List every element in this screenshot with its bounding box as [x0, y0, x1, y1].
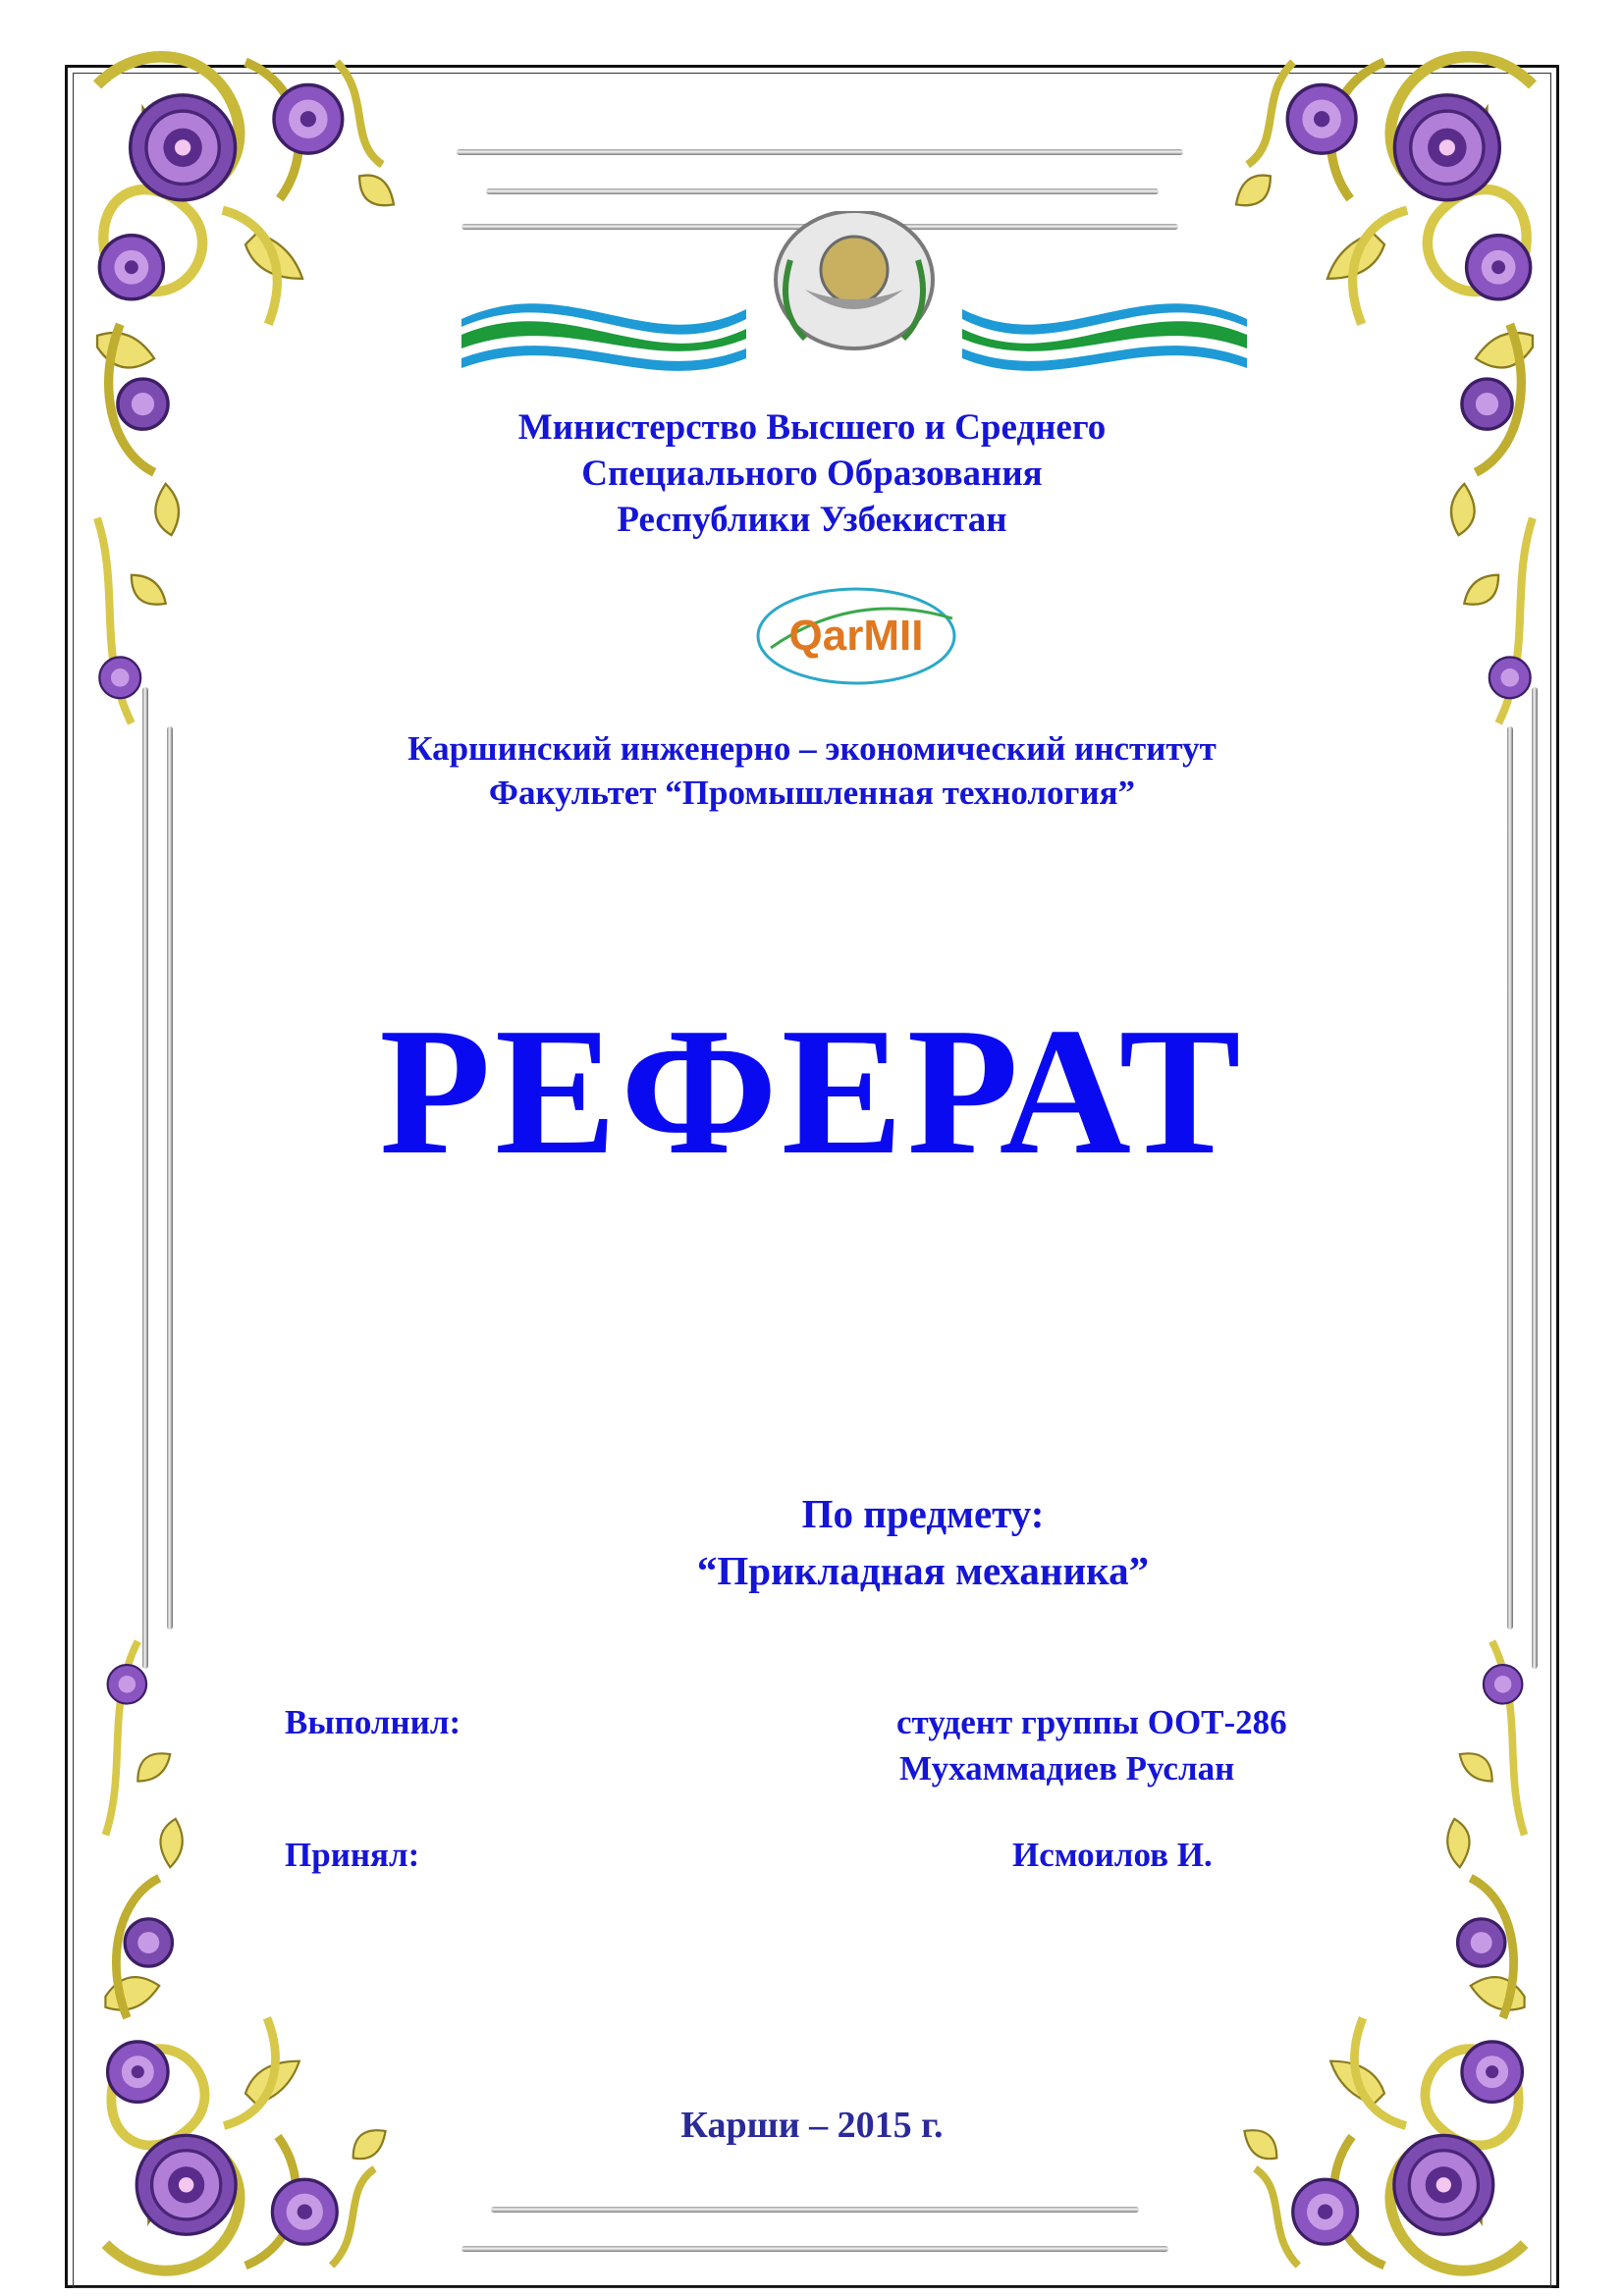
floral-ornament-top-left	[39, 39, 452, 746]
bottom-rule	[491, 2207, 1139, 2213]
floral-ornament-top-right	[1178, 39, 1591, 746]
teacher-name: Исмоилов И.	[1012, 1836, 1213, 1874]
city-year: Карши – 2015 г.	[680, 2105, 944, 2146]
ministry-line: Министерство Высшего и Среднего	[517, 407, 1107, 448]
institute-block	[0, 726, 1624, 815]
student-group: студент группы ООТ-286	[896, 1703, 1287, 1741]
ministry-line: Специального Образования	[581, 454, 1043, 494]
ministry-heading	[0, 404, 1624, 543]
subject-name: “Прикладная механика”	[696, 1548, 1150, 1593]
document-title: РЕФЕРАТ	[379, 990, 1245, 1193]
ministry-line: Республики Узбекистан	[617, 500, 1007, 540]
state-emblem-ribbon	[452, 211, 1257, 383]
performed-label: Выполнил:	[285, 1703, 461, 1741]
accepted-label: Принял:	[285, 1836, 420, 1874]
student-name: Мухаммадиев Руслан	[899, 1749, 1235, 1788]
faculty-name: Факультет “Промышленная технология”	[488, 774, 1136, 812]
top-rule	[457, 149, 1183, 155]
institute-name: Каршинский инженерно – экономический институт	[407, 729, 1217, 768]
subject-label: По предмету:	[801, 1491, 1045, 1536]
top-rule	[486, 188, 1159, 194]
logo-text: QarMII	[788, 612, 924, 660]
institute-logo	[746, 579, 967, 692]
bottom-rule	[461, 2246, 1168, 2252]
